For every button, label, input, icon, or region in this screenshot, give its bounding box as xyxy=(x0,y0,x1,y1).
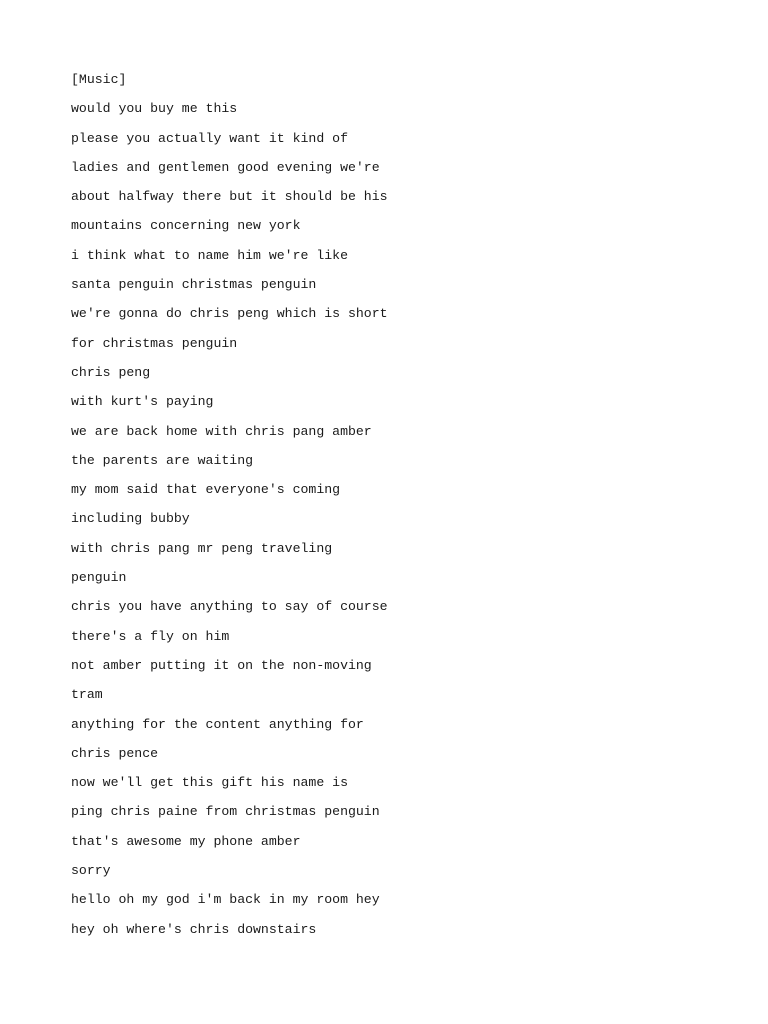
transcript-line: hey oh where's chris downstairs xyxy=(71,921,317,937)
transcript-line: penguin xyxy=(71,570,127,586)
transcript-line: chris you have anything to say of course xyxy=(71,599,388,615)
transcript-line: we are back home with chris pang amber xyxy=(71,423,372,439)
transcript-line: anything for the content anything for xyxy=(71,716,364,732)
transcript-line: for christmas penguin xyxy=(71,335,238,351)
transcript-text xyxy=(71,72,388,951)
transcript-line: with kurt's paying xyxy=(71,394,214,410)
transcript-line: mountains concerning new york xyxy=(71,218,301,234)
transcript-line: ping chris paine from christmas penguin xyxy=(71,804,380,820)
transcript-line: chris peng xyxy=(71,364,151,380)
transcript-line: that's awesome my phone amber xyxy=(71,833,301,849)
transcript-line: sorry xyxy=(71,863,111,879)
transcript-line: i think what to name him we're like xyxy=(71,247,348,263)
transcript-line: my mom said that everyone's coming xyxy=(71,482,341,498)
transcript-line: tram xyxy=(71,687,103,703)
transcript-line: ladies and gentlemen good evening we're xyxy=(71,159,380,175)
transcript-line: we're gonna do chris peng which is short xyxy=(71,306,388,322)
transcript-line: please you actually want it kind of xyxy=(71,130,348,146)
transcript-line: with chris pang mr peng traveling xyxy=(71,540,333,556)
transcript-line: would you buy me this xyxy=(71,101,238,117)
transcript-line: not amber putting it on the non-moving xyxy=(71,657,372,673)
transcript-line: hello oh my god i'm back in my room hey xyxy=(71,892,380,908)
transcript-line: santa penguin christmas penguin xyxy=(71,277,317,293)
transcript-line: the parents are waiting xyxy=(71,452,254,468)
transcript-line: [Music] xyxy=(71,72,127,87)
transcript-line: there's a fly on him xyxy=(71,628,230,644)
transcript-line: now we'll get this gift his name is xyxy=(71,775,348,791)
transcript-line: about halfway there but it should be his xyxy=(71,189,388,205)
transcript-line: chris pence xyxy=(71,745,159,761)
transcript-line: including bubby xyxy=(71,511,190,527)
